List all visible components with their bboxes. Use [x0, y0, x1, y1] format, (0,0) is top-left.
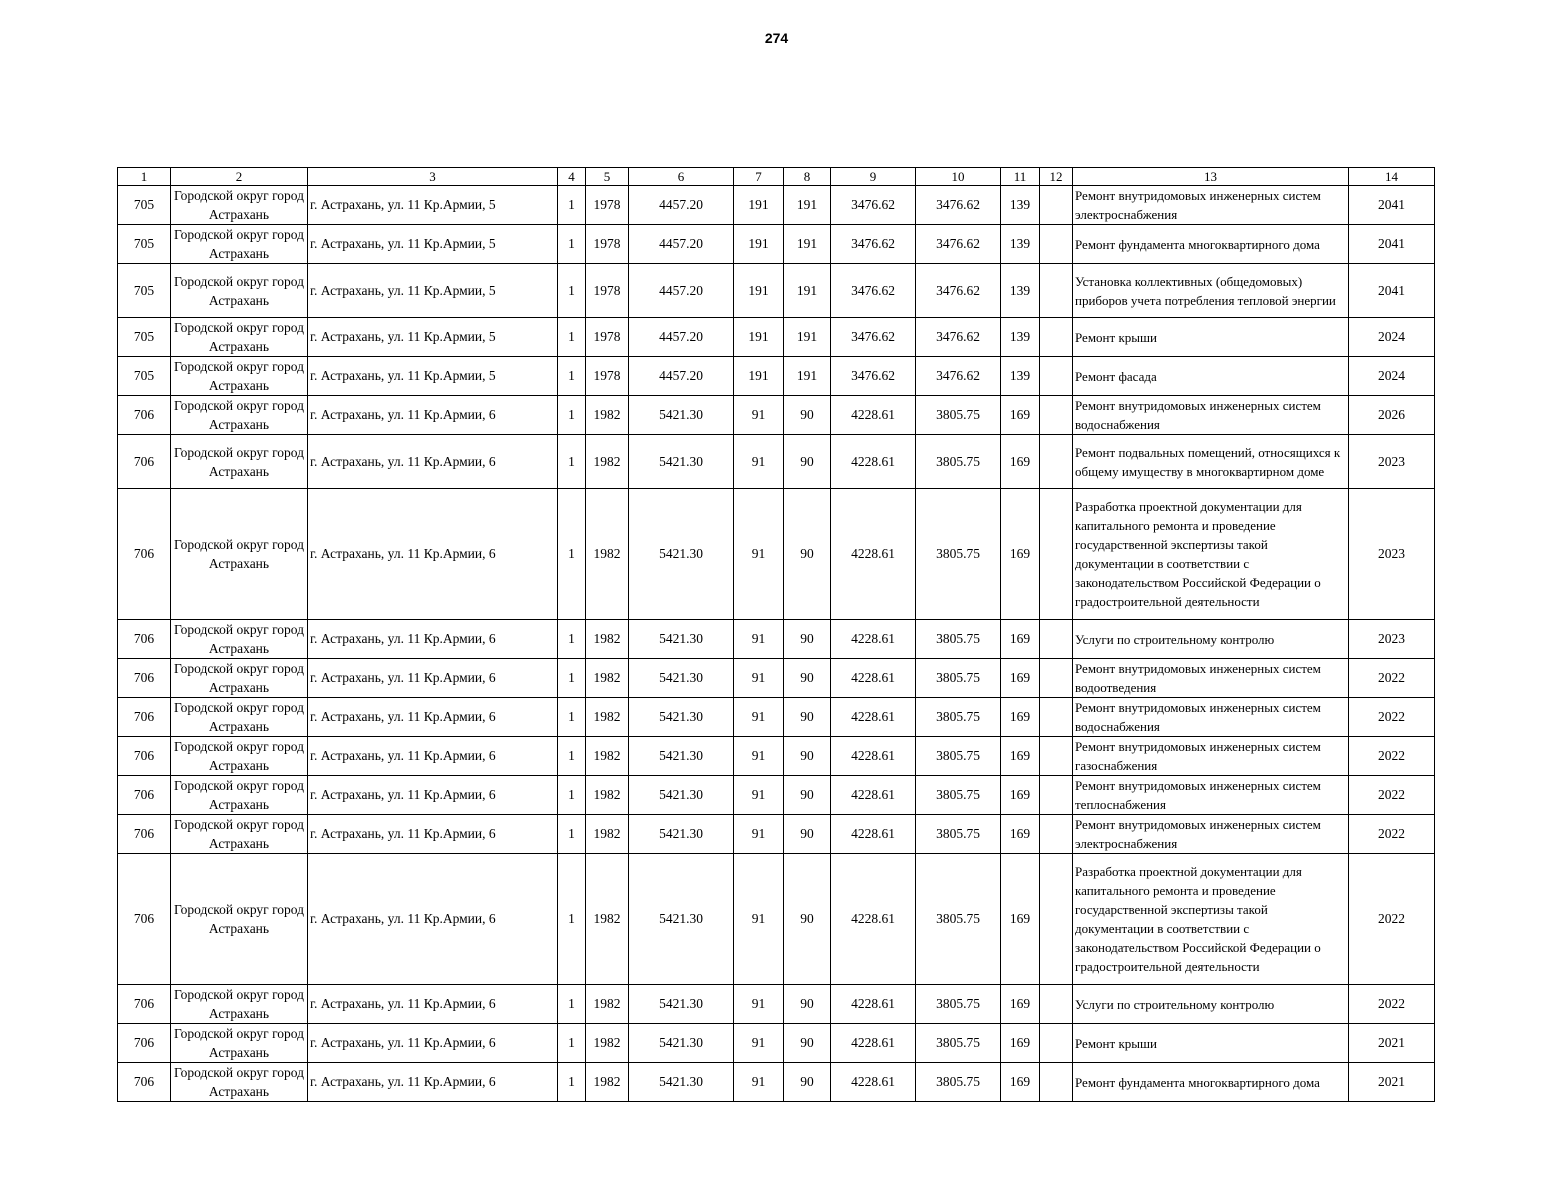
total-area-cell: 5421.30 — [629, 737, 734, 776]
house-number-cell: 706 — [118, 620, 171, 659]
col8-cell: 90 — [784, 737, 831, 776]
work-type-cell: Ремонт внутридомовых инженерных систем электроснабжения — [1073, 815, 1349, 854]
year-cell: 1982 — [586, 435, 629, 489]
col12-cell — [1040, 186, 1073, 225]
col11-cell: 169 — [1001, 1063, 1040, 1102]
work-type-cell: Ремонт фундамента многоквартирного дома — [1073, 1063, 1349, 1102]
col7-cell: 191 — [734, 357, 784, 396]
column-header-3: 3 — [308, 168, 558, 186]
address-cell: г. Астрахань, ул. 11 Кр.Армии, 6 — [308, 620, 558, 659]
col10-area-cell: 3805.75 — [916, 620, 1001, 659]
table-row — [118, 854, 1435, 985]
municipality-cell: Городской округ город Астрахань — [171, 776, 308, 815]
col9-area-cell: 3476.62 — [831, 357, 916, 396]
col9-area-cell: 4228.61 — [831, 1024, 916, 1063]
col12-cell — [1040, 620, 1073, 659]
col8-cell: 90 — [784, 985, 831, 1024]
house-number-cell: 706 — [118, 1063, 171, 1102]
work-type-cell: Услуги по строительному контролю — [1073, 985, 1349, 1024]
col11-cell: 169 — [1001, 489, 1040, 620]
column-header-6: 6 — [629, 168, 734, 186]
col9-area-cell: 4228.61 — [831, 1063, 916, 1102]
col7-cell: 91 — [734, 854, 784, 985]
col4-cell: 1 — [558, 396, 586, 435]
col11-cell: 169 — [1001, 396, 1040, 435]
col11-cell: 169 — [1001, 1024, 1040, 1063]
column-header-8: 8 — [784, 168, 831, 186]
col11-cell: 169 — [1001, 737, 1040, 776]
col9-area-cell: 4228.61 — [831, 815, 916, 854]
col10-area-cell: 3476.62 — [916, 357, 1001, 396]
total-area-cell: 4457.20 — [629, 318, 734, 357]
work-type-cell: Ремонт фундамента многоквартирного дома — [1073, 225, 1349, 264]
col4-cell: 1 — [558, 698, 586, 737]
total-area-cell: 5421.30 — [629, 985, 734, 1024]
col11-cell: 169 — [1001, 698, 1040, 737]
planned-year-cell: 2022 — [1349, 698, 1435, 737]
table-row — [118, 620, 1435, 659]
planned-year-cell: 2041 — [1349, 225, 1435, 264]
address-cell: г. Астрахань, ул. 11 Кр.Армии, 6 — [308, 854, 558, 985]
planned-year-cell: 2022 — [1349, 776, 1435, 815]
col10-area-cell: 3805.75 — [916, 854, 1001, 985]
planned-year-cell: 2021 — [1349, 1024, 1435, 1063]
work-type-cell: Ремонт подвальных помещений, относящихся к общему имуществу в многоквартирном доме — [1073, 435, 1349, 489]
address-cell: г. Астрахань, ул. 11 Кр.Армии, 5 — [308, 357, 558, 396]
column-header-10: 10 — [916, 168, 1001, 186]
column-header-11: 11 — [1001, 168, 1040, 186]
table-row — [118, 1063, 1435, 1102]
col9-area-cell: 4228.61 — [831, 435, 916, 489]
col10-area-cell: 3805.75 — [916, 815, 1001, 854]
address-cell: г. Астрахань, ул. 11 Кр.Армии, 6 — [308, 776, 558, 815]
work-type-cell: Ремонт крыши — [1073, 318, 1349, 357]
year-cell: 1982 — [586, 396, 629, 435]
col7-cell: 91 — [734, 489, 784, 620]
column-header-1: 1 — [118, 168, 171, 186]
col8-cell: 191 — [784, 357, 831, 396]
house-number-cell: 705 — [118, 318, 171, 357]
total-area-cell: 5421.30 — [629, 815, 734, 854]
col12-cell — [1040, 357, 1073, 396]
year-cell: 1978 — [586, 225, 629, 264]
col8-cell: 90 — [784, 698, 831, 737]
column-header-7: 7 — [734, 168, 784, 186]
col10-area-cell: 3805.75 — [916, 1063, 1001, 1102]
col8-cell: 191 — [784, 186, 831, 225]
col4-cell: 1 — [558, 1063, 586, 1102]
total-area-cell: 5421.30 — [629, 620, 734, 659]
col11-cell: 139 — [1001, 225, 1040, 264]
col12-cell — [1040, 659, 1073, 698]
col10-area-cell: 3476.62 — [916, 264, 1001, 318]
col8-cell: 90 — [784, 489, 831, 620]
table-row — [118, 396, 1435, 435]
col12-cell — [1040, 489, 1073, 620]
house-number-cell: 706 — [118, 815, 171, 854]
municipality-cell: Городской округ город Астрахань — [171, 698, 308, 737]
col9-area-cell: 4228.61 — [831, 854, 916, 985]
col7-cell: 91 — [734, 776, 784, 815]
col7-cell: 91 — [734, 1024, 784, 1063]
col10-area-cell: 3805.75 — [916, 737, 1001, 776]
work-type-cell: Установка коллективных (общедомовых) приборов учета потребления тепловой энергии — [1073, 264, 1349, 318]
house-number-cell: 706 — [118, 489, 171, 620]
municipality-cell: Городской округ город Астрахань — [171, 396, 308, 435]
col11-cell: 169 — [1001, 815, 1040, 854]
col11-cell: 139 — [1001, 264, 1040, 318]
col8-cell: 90 — [784, 659, 831, 698]
year-cell: 1982 — [586, 489, 629, 620]
work-type-cell: Разработка проектной документации для капитального ремонта и проведение государственной экспертизы такой документации в соответствии с законодательством Российской Федерации о градостроительной деятельности — [1073, 854, 1349, 985]
col11-cell: 169 — [1001, 620, 1040, 659]
col12-cell — [1040, 1024, 1073, 1063]
work-type-cell: Ремонт внутридомовых инженерных систем газоснабжения — [1073, 737, 1349, 776]
address-cell: г. Астрахань, ул. 11 Кр.Армии, 6 — [308, 396, 558, 435]
table-row — [118, 815, 1435, 854]
house-number-cell: 705 — [118, 264, 171, 318]
col12-cell — [1040, 776, 1073, 815]
municipality-cell: Городской округ город Астрахань — [171, 225, 308, 264]
house-number-cell: 706 — [118, 985, 171, 1024]
house-number-cell: 706 — [118, 698, 171, 737]
col9-area-cell: 3476.62 — [831, 318, 916, 357]
col10-area-cell: 3476.62 — [916, 225, 1001, 264]
col9-area-cell: 3476.62 — [831, 225, 916, 264]
page-number: 274 — [764, 30, 789, 46]
planned-year-cell: 2023 — [1349, 435, 1435, 489]
col7-cell: 91 — [734, 659, 784, 698]
address-cell: г. Астрахань, ул. 11 Кр.Армии, 5 — [308, 225, 558, 264]
col12-cell — [1040, 854, 1073, 985]
municipality-cell: Городской округ город Астрахань — [171, 264, 308, 318]
work-type-cell: Ремонт внутридомовых инженерных систем теплоснабжения — [1073, 776, 1349, 815]
planned-year-cell: 2022 — [1349, 815, 1435, 854]
col10-area-cell: 3476.62 — [916, 186, 1001, 225]
house-number-cell: 706 — [118, 1024, 171, 1063]
col9-area-cell: 4228.61 — [831, 698, 916, 737]
year-cell: 1982 — [586, 1063, 629, 1102]
col8-cell: 90 — [784, 1024, 831, 1063]
column-number-row — [118, 168, 1435, 186]
year-cell: 1982 — [586, 776, 629, 815]
col8-cell: 90 — [784, 620, 831, 659]
table-body — [118, 186, 1435, 1102]
municipality-cell: Городской округ город Астрахань — [171, 186, 308, 225]
municipality-cell: Городской округ город Астрахань — [171, 435, 308, 489]
col10-area-cell: 3805.75 — [916, 435, 1001, 489]
work-type-cell: Ремонт крыши — [1073, 1024, 1349, 1063]
work-type-cell: Ремонт внутридомовых инженерных систем водоотведения — [1073, 659, 1349, 698]
house-number-cell: 705 — [118, 186, 171, 225]
col10-area-cell: 3805.75 — [916, 698, 1001, 737]
total-area-cell: 4457.20 — [629, 225, 734, 264]
col12-cell — [1040, 737, 1073, 776]
col4-cell: 1 — [558, 435, 586, 489]
col10-area-cell: 3805.75 — [916, 985, 1001, 1024]
col12-cell — [1040, 698, 1073, 737]
planned-year-cell: 2023 — [1349, 620, 1435, 659]
col11-cell: 169 — [1001, 659, 1040, 698]
total-area-cell: 5421.30 — [629, 396, 734, 435]
column-header-13: 13 — [1073, 168, 1349, 186]
year-cell: 1982 — [586, 659, 629, 698]
col8-cell: 90 — [784, 776, 831, 815]
col10-area-cell: 3805.75 — [916, 776, 1001, 815]
total-area-cell: 5421.30 — [629, 698, 734, 737]
col7-cell: 91 — [734, 815, 784, 854]
col9-area-cell: 4228.61 — [831, 489, 916, 620]
col4-cell: 1 — [558, 985, 586, 1024]
municipality-cell: Городской округ город Астрахань — [171, 659, 308, 698]
house-number-cell: 706 — [118, 854, 171, 985]
house-number-cell: 706 — [118, 659, 171, 698]
col4-cell: 1 — [558, 776, 586, 815]
col4-cell: 1 — [558, 854, 586, 985]
address-cell: г. Астрахань, ул. 11 Кр.Армии, 6 — [308, 489, 558, 620]
planned-year-cell: 2022 — [1349, 737, 1435, 776]
col10-area-cell: 3805.75 — [916, 396, 1001, 435]
col10-area-cell: 3805.75 — [916, 659, 1001, 698]
address-cell: г. Астрахань, ул. 11 Кр.Армии, 6 — [308, 1024, 558, 1063]
col12-cell — [1040, 435, 1073, 489]
column-header-14: 14 — [1349, 168, 1435, 186]
planned-year-cell: 2022 — [1349, 985, 1435, 1024]
total-area-cell: 5421.30 — [629, 854, 734, 985]
total-area-cell: 5421.30 — [629, 1063, 734, 1102]
repair-schedule-table — [117, 167, 1435, 1102]
col9-area-cell: 4228.61 — [831, 620, 916, 659]
municipality-cell: Городской округ город Астрахань — [171, 737, 308, 776]
col12-cell — [1040, 318, 1073, 357]
col7-cell: 91 — [734, 396, 784, 435]
total-area-cell: 4457.20 — [629, 357, 734, 396]
col4-cell: 1 — [558, 737, 586, 776]
address-cell: г. Астрахань, ул. 11 Кр.Армии, 5 — [308, 318, 558, 357]
col8-cell: 90 — [784, 854, 831, 985]
col7-cell: 91 — [734, 620, 784, 659]
table-row — [118, 435, 1435, 489]
col8-cell: 191 — [784, 318, 831, 357]
work-type-cell: Разработка проектной документации для капитального ремонта и проведение государственной экспертизы такой документации в соответствии с законодательством Российской Федерации о градостроительной деятельности — [1073, 489, 1349, 620]
house-number-cell: 705 — [118, 357, 171, 396]
address-cell: г. Астрахань, ул. 11 Кр.Армии, 6 — [308, 737, 558, 776]
table-row — [118, 264, 1435, 318]
col11-cell: 139 — [1001, 318, 1040, 357]
col10-area-cell: 3805.75 — [916, 1024, 1001, 1063]
total-area-cell: 4457.20 — [629, 264, 734, 318]
col9-area-cell: 4228.61 — [831, 985, 916, 1024]
col7-cell: 91 — [734, 435, 784, 489]
col4-cell: 1 — [558, 620, 586, 659]
col7-cell: 91 — [734, 698, 784, 737]
year-cell: 1982 — [586, 985, 629, 1024]
work-type-cell: Услуги по строительному контролю — [1073, 620, 1349, 659]
col4-cell: 1 — [558, 318, 586, 357]
table-row — [118, 985, 1435, 1024]
column-header-4: 4 — [558, 168, 586, 186]
col9-area-cell: 4228.61 — [831, 396, 916, 435]
house-number-cell: 706 — [118, 776, 171, 815]
address-cell: г. Астрахань, ул. 11 Кр.Армии, 5 — [308, 186, 558, 225]
col10-area-cell: 3476.62 — [916, 318, 1001, 357]
col4-cell: 1 — [558, 815, 586, 854]
planned-year-cell: 2024 — [1349, 357, 1435, 396]
planned-year-cell: 2026 — [1349, 396, 1435, 435]
work-type-cell: Ремонт фасада — [1073, 357, 1349, 396]
col12-cell — [1040, 264, 1073, 318]
municipality-cell: Городской округ город Астрахань — [171, 815, 308, 854]
col4-cell: 1 — [558, 264, 586, 318]
col4-cell: 1 — [558, 489, 586, 620]
planned-year-cell: 2041 — [1349, 264, 1435, 318]
col9-area-cell: 3476.62 — [831, 264, 916, 318]
col9-area-cell: 4228.61 — [831, 737, 916, 776]
col8-cell: 191 — [784, 225, 831, 264]
year-cell: 1978 — [586, 186, 629, 225]
house-number-cell: 705 — [118, 225, 171, 264]
address-cell: г. Астрахань, ул. 11 Кр.Армии, 6 — [308, 985, 558, 1024]
col4-cell: 1 — [558, 186, 586, 225]
planned-year-cell: 2023 — [1349, 489, 1435, 620]
work-type-cell: Ремонт внутридомовых инженерных систем водоснабжения — [1073, 396, 1349, 435]
col7-cell: 91 — [734, 1063, 784, 1102]
col11-cell: 169 — [1001, 985, 1040, 1024]
col9-area-cell: 3476.62 — [831, 186, 916, 225]
year-cell: 1982 — [586, 698, 629, 737]
planned-year-cell: 2024 — [1349, 318, 1435, 357]
col11-cell: 139 — [1001, 186, 1040, 225]
col4-cell: 1 — [558, 1024, 586, 1063]
table-row — [118, 776, 1435, 815]
col12-cell — [1040, 815, 1073, 854]
col7-cell: 191 — [734, 225, 784, 264]
address-cell: г. Астрахань, ул. 11 Кр.Армии, 5 — [308, 264, 558, 318]
col7-cell: 91 — [734, 985, 784, 1024]
column-header-2: 2 — [171, 168, 308, 186]
year-cell: 1978 — [586, 357, 629, 396]
col11-cell: 169 — [1001, 435, 1040, 489]
planned-year-cell: 2022 — [1349, 854, 1435, 985]
year-cell: 1982 — [586, 620, 629, 659]
year-cell: 1982 — [586, 854, 629, 985]
year-cell: 1982 — [586, 815, 629, 854]
column-header-9: 9 — [831, 168, 916, 186]
col8-cell: 90 — [784, 396, 831, 435]
col9-area-cell: 4228.61 — [831, 659, 916, 698]
municipality-cell: Городской округ город Астрахань — [171, 1024, 308, 1063]
house-number-cell: 706 — [118, 737, 171, 776]
col8-cell: 191 — [784, 264, 831, 318]
col7-cell: 191 — [734, 264, 784, 318]
municipality-cell: Городской округ город Астрахань — [171, 318, 308, 357]
table-row — [118, 1024, 1435, 1063]
total-area-cell: 5421.30 — [629, 435, 734, 489]
municipality-cell: Городской округ город Астрахань — [171, 854, 308, 985]
table-row — [118, 489, 1435, 620]
col12-cell — [1040, 396, 1073, 435]
work-type-cell: Ремонт внутридомовых инженерных систем водоснабжения — [1073, 698, 1349, 737]
planned-year-cell: 2041 — [1349, 186, 1435, 225]
planned-year-cell: 2022 — [1349, 659, 1435, 698]
address-cell: г. Астрахань, ул. 11 Кр.Армии, 6 — [308, 698, 558, 737]
col10-area-cell: 3805.75 — [916, 489, 1001, 620]
col9-area-cell: 4228.61 — [831, 776, 916, 815]
column-header-5: 5 — [586, 168, 629, 186]
planned-year-cell: 2021 — [1349, 1063, 1435, 1102]
col4-cell: 1 — [558, 659, 586, 698]
col11-cell: 169 — [1001, 776, 1040, 815]
total-area-cell: 5421.30 — [629, 1024, 734, 1063]
address-cell: г. Астрахань, ул. 11 Кр.Армии, 6 — [308, 1063, 558, 1102]
table-row — [118, 659, 1435, 698]
house-number-cell: 706 — [118, 396, 171, 435]
table-row — [118, 186, 1435, 225]
table-row — [118, 318, 1435, 357]
col4-cell: 1 — [558, 225, 586, 264]
col7-cell: 191 — [734, 186, 784, 225]
col7-cell: 91 — [734, 737, 784, 776]
total-area-cell: 5421.30 — [629, 489, 734, 620]
house-number-cell: 706 — [118, 435, 171, 489]
municipality-cell: Городской округ город Астрахань — [171, 985, 308, 1024]
column-header-12: 12 — [1040, 168, 1073, 186]
col11-cell: 139 — [1001, 357, 1040, 396]
table-row — [118, 737, 1435, 776]
address-cell: г. Астрахань, ул. 11 Кр.Армии, 6 — [308, 659, 558, 698]
municipality-cell: Городской округ город Астрахань — [171, 620, 308, 659]
col12-cell — [1040, 985, 1073, 1024]
work-type-cell: Ремонт внутридомовых инженерных систем электроснабжения — [1073, 186, 1349, 225]
col8-cell: 90 — [784, 435, 831, 489]
col11-cell: 169 — [1001, 854, 1040, 985]
municipality-cell: Городской округ город Астрахань — [171, 357, 308, 396]
year-cell: 1982 — [586, 737, 629, 776]
year-cell: 1978 — [586, 318, 629, 357]
col7-cell: 191 — [734, 318, 784, 357]
address-cell: г. Астрахань, ул. 11 Кр.Армии, 6 — [308, 815, 558, 854]
col4-cell: 1 — [558, 357, 586, 396]
col12-cell — [1040, 225, 1073, 264]
table-row — [118, 225, 1435, 264]
total-area-cell: 5421.30 — [629, 659, 734, 698]
municipality-cell: Городской округ город Астрахань — [171, 1063, 308, 1102]
col8-cell: 90 — [784, 1063, 831, 1102]
table-row — [118, 357, 1435, 396]
year-cell: 1982 — [586, 1024, 629, 1063]
address-cell: г. Астрахань, ул. 11 Кр.Армии, 6 — [308, 435, 558, 489]
col8-cell: 90 — [784, 815, 831, 854]
year-cell: 1978 — [586, 264, 629, 318]
col12-cell — [1040, 1063, 1073, 1102]
total-area-cell: 4457.20 — [629, 186, 734, 225]
municipality-cell: Городской округ город Астрахань — [171, 489, 308, 620]
total-area-cell: 5421.30 — [629, 776, 734, 815]
table-row — [118, 698, 1435, 737]
